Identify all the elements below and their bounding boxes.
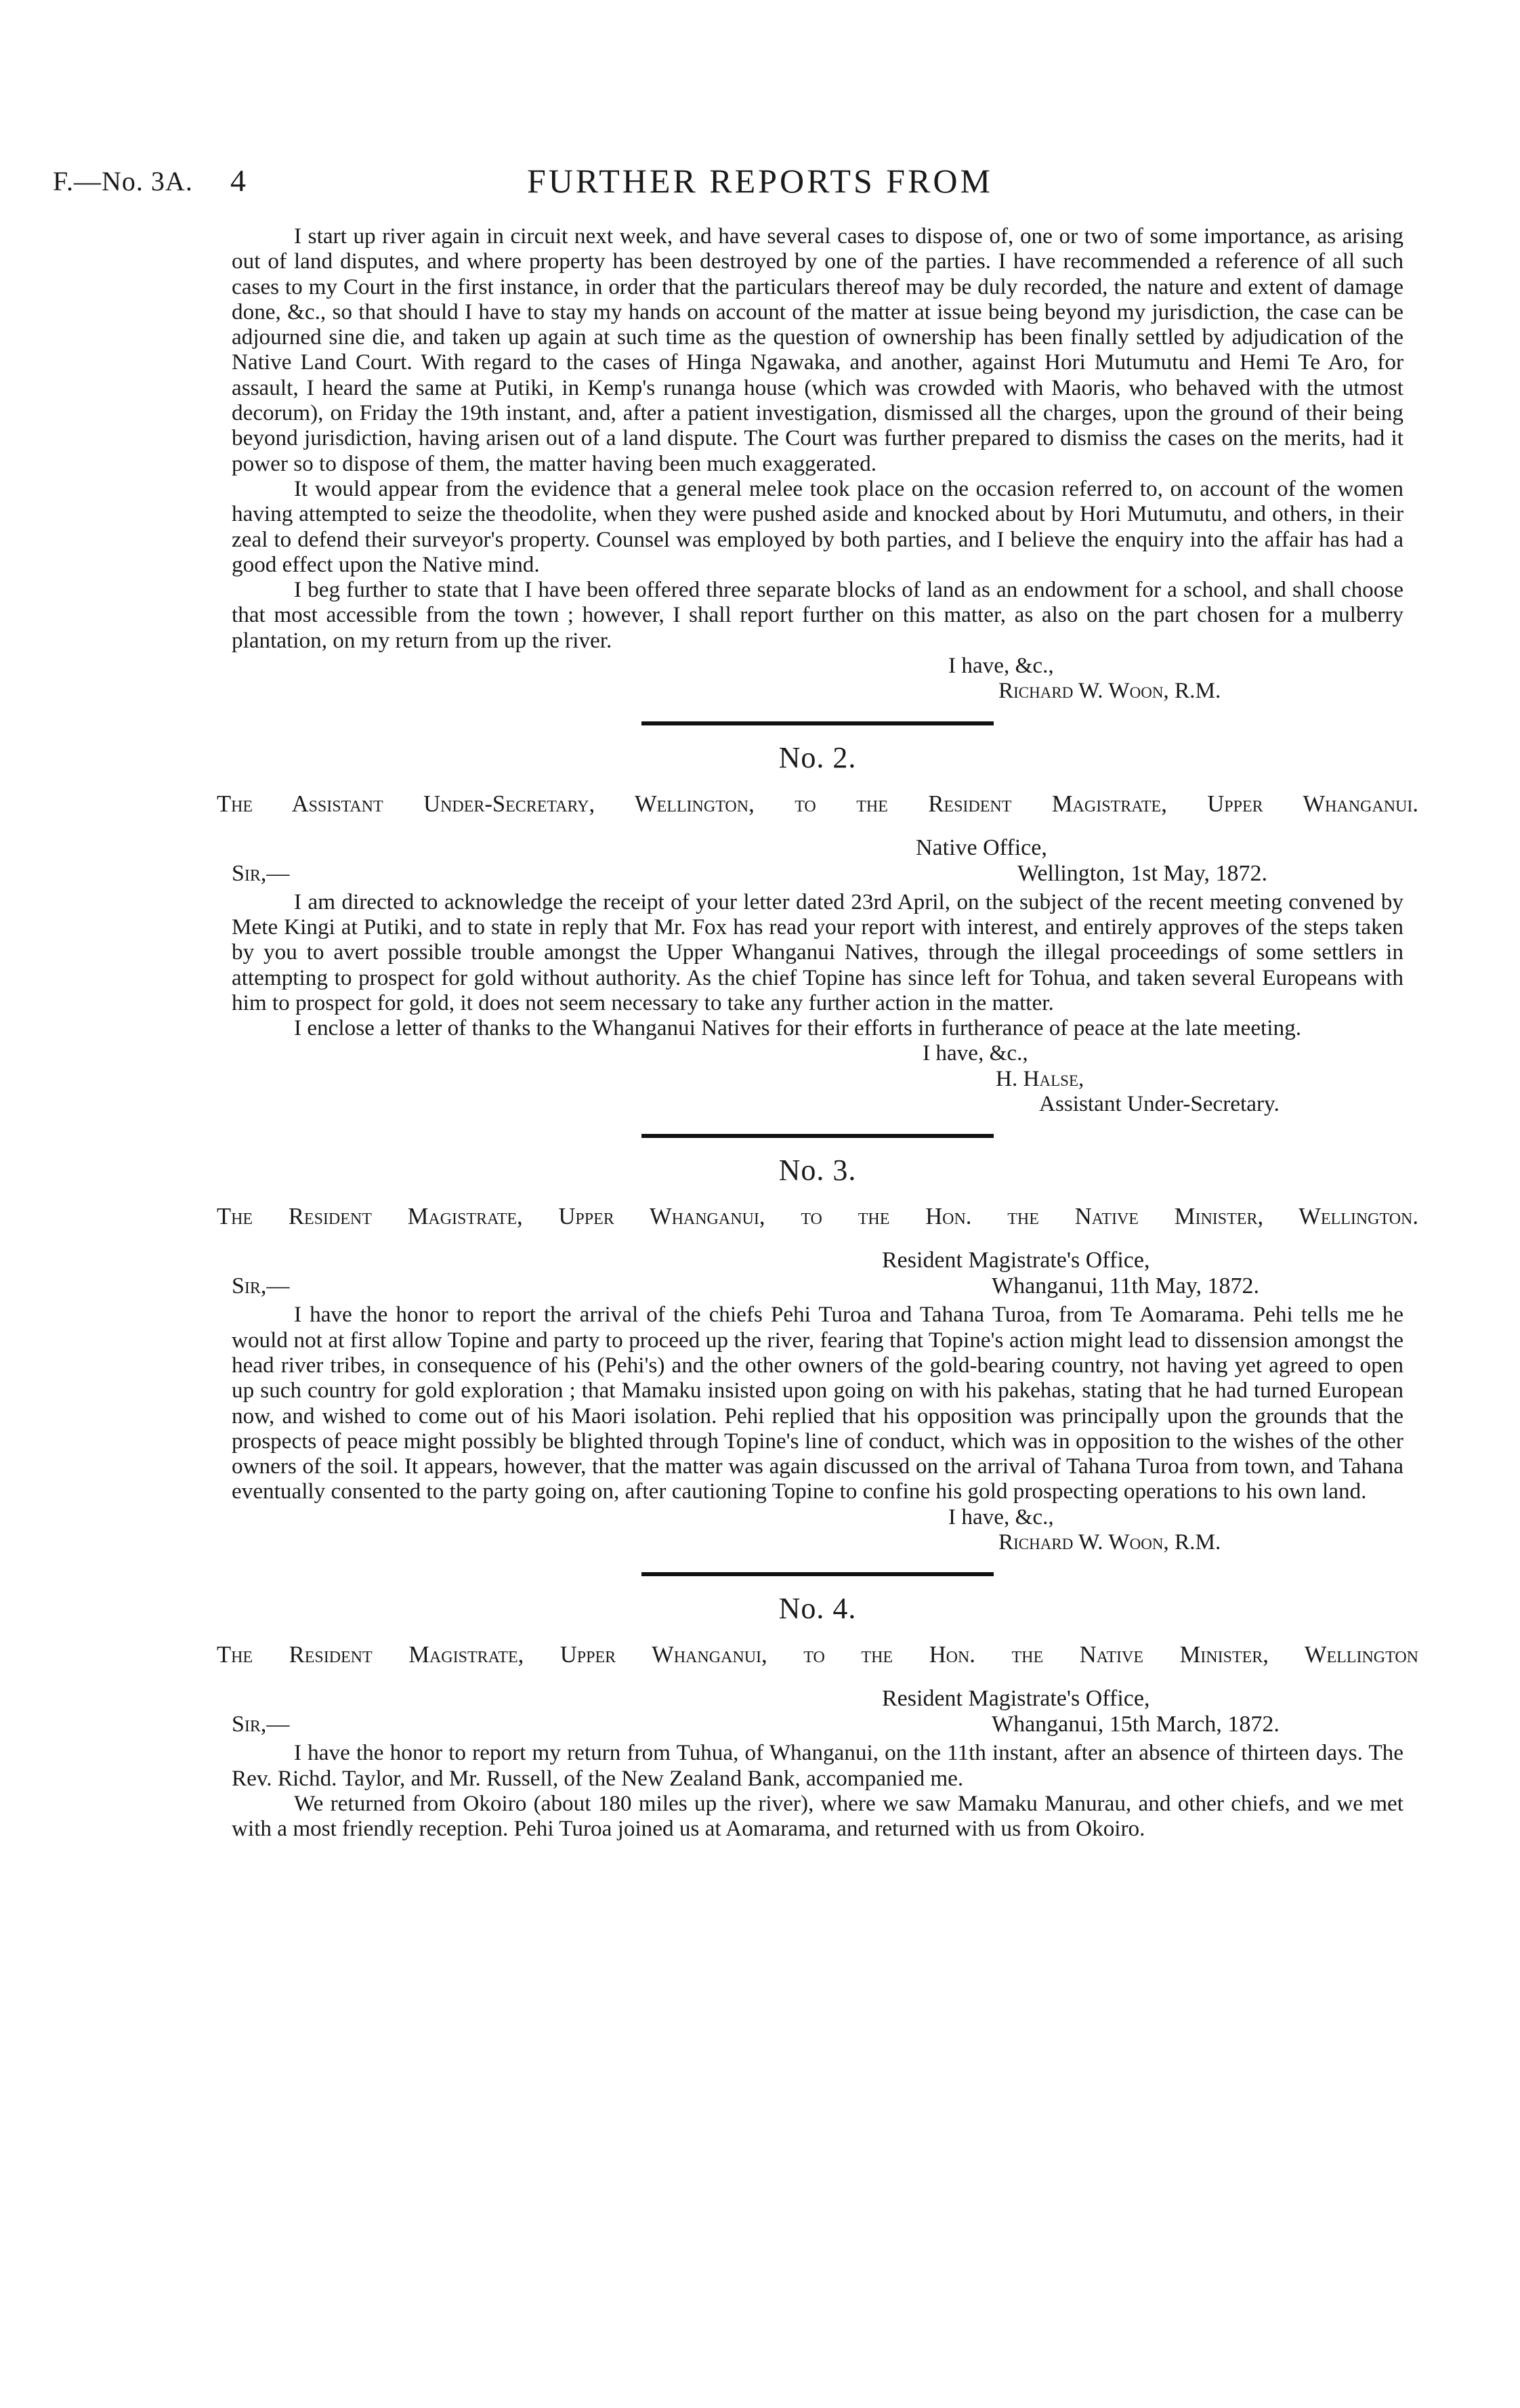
letter-no-4 [217,1591,1418,1842]
paragraph: It would appear from the evidence that a general melee took place on the occasion referred to, on account of the women having attempted to seize the theodolite, when they were pushed aside and knocked about by Hori Mutumutu, and others, in their zeal to defend their surveyor's property. Counsel was employed by both parties, and I believe the enquiry into the affair has had a good effect upon the Native mind. [232,476,1403,577]
signature: H. Halse, [996,1065,1084,1091]
signature: Richard W. Woon, R.M. [998,1529,1221,1555]
page-number: 4 [230,163,246,198]
paragraph: I start up river again in circuit next week, and have several cases to dispose of, one or two of some importance, as arising out of land disputes, and where property has been destroyed by one of the parties. I have recommended a reference of all such cases to my Court in the first instance, in order that the particulars thereof may be duly recorded, the nature and extent of damage done, &c., so that should I have to stay my hands on account of the matter at issue being beyond my jurisdiction, the case can be adjourned sine die, and taken up again at such time as the question of ownership has been finally settled by adjudication of the Native Land Court. With regard to the cases of Hinga Ngawaka, and another, against Hori Mutumutu and Hemi Te Aro, for assault, I heard the same at Putiki, in Kemp's runanga house (which was crowded with Maoris, who behaved with the utmost decorum), on Friday the 19th instant, and, after a patient investigation, dismissed all the charges, upon the ground of their being beyond jurisdiction, having arisen out of a land dispute. The Court was further prepared to dismiss the cases on the merits, had it power so to dispose of them, the matter having been much exaggerated. [232,224,1403,476]
paragraph: I have the honor to report my return from Tuhua, of Whanganui, on the 11th instant, after an absence of thirteen days. The Rev. Richd. Taylor, and Mr. Russell, of the New Zealand Bank, accompanied me. [232,1740,1403,1791]
letter-routing: The Assistant Under-Secretary, Wellington, to the Resident Magistrate, Upper Whanganui. [217,790,1418,817]
office-line: Native Office, [916,835,1047,860]
place-date: Whanganui, 11th May, 1872. [992,1273,1260,1299]
office-line: Resident Magistrate's Office, [882,1686,1150,1712]
closing-line: I have, &c., [948,653,1054,679]
section-divider [641,1134,994,1138]
paragraph: I have the honor to report the arrival of the chiefs Pehi Turoa and Tahana Turoa, from Te Aomarama. Pehi tells me he would not at first allow Topine and party to proceed up the river, fearing that Topine's action might lead to dissension amongst the head river tribes, in consequence of his (Pehi's) and the other owners of the gold-bearing country, not having yet agreed to open up such country for gold exploration ; that Mamaku insisted upon going on with his pakehas, stating that he had turned European now, and wished to come out of his Maori isolation. Pehi replied that his opposition was principally upon the grounds that the prospects of peace might possibly be blighted through Topine's line of conduct, which was in opposition to the wishes of the other owners of the soil. It appears, however, that the matter was again discussed on the arrival of Tahana Turoa from town, and Tahana eventually consented to the party going on, after cautioning Topine to confine his gold prospecting operations to his own land. [232,1302,1403,1504]
document-reference: F.—No. 3A. [53,166,193,196]
letter-continuation [232,224,1403,704]
letter-no-3 [217,1153,1418,1555]
signature: Richard W. Woon, R.M. [998,678,1221,704]
place-date: Wellington, 1st May, 1872. [1017,860,1268,886]
page-header [0,161,1520,209]
signatory-title: Assistant Under-Secretary. [1039,1091,1280,1117]
letter-routing: The Resident Magistrate, Upper Whanganui, to the Hon. the Native Minister, Wellington [217,1642,1418,1668]
closing-line: I have, &c., [948,1504,1054,1529]
paragraph: I enclose a letter of thanks to the Whanganui Natives for their efforts in furtherance of peace at the late meeting. [294,1015,1301,1041]
salutation: Sir,— [232,860,290,886]
salutation: Sir,— [232,1273,290,1299]
letter-heading-block [232,1248,1403,1302]
paragraph: I beg further to state that I have been offered three separate blocks of land as an endowment for a school, and shall choose that most accessible from the town ; however, I shall report further on this matter, as also on the part chosen for a mulberry plantation, on my return from up the river. [232,577,1403,653]
letter-heading-block [232,835,1403,889]
section-divider [641,1572,994,1576]
letter-number: No. 2. [778,740,857,774]
paragraph: We returned from Okoiro (about 180 miles up the river), where we saw Mamaku Manurau, and other chiefs, and we met with a most friendly reception. Pehi Turoa joined us at Aomarama, and returned with us from Okoiro. [232,1790,1403,1842]
closing-line: I have, &c., [923,1040,1028,1066]
paragraph: I am directed to acknowledge the receipt of your letter dated 23rd April, on the subject of the recent meeting convened by Mete Kingi at Putiki, and to state in reply that Mr. Fox has read your report with interest, and entirely approves of the steps taken by you to avert possible trouble amongst the Upper Whanganui Natives, through the illegal proceedings of some settlers in attempting to prospect for gold without authority. As the chief Topine has since left for Tohua, and taken several Europeans with him to prospect for gold, it does not seem necessary to take any further action in the matter. [232,889,1403,1015]
running-title: FURTHER REPORTS FROM [526,162,994,200]
section-divider [641,721,994,725]
letter-routing: The Resident Magistrate, Upper Whanganui, to the Hon. the Native Minister, Wellington. [217,1204,1418,1230]
salutation: Sir,— [232,1712,290,1737]
document-body [217,224,1418,1842]
letter-no-2 [217,740,1418,1117]
place-date: Whanganui, 15th March, 1872. [992,1712,1280,1737]
letter-number: No. 3. [778,1154,857,1187]
office-line: Resident Magistrate's Office, [882,1248,1150,1273]
letter-number: No. 4. [778,1592,857,1626]
letter-heading-block [232,1686,1403,1740]
